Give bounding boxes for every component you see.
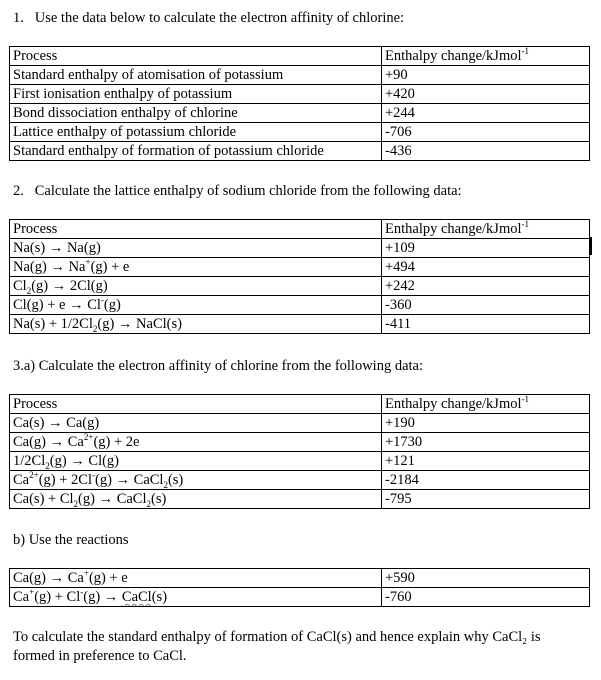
enthalpy-header: Enthalpy change/kJmol$^{-1}$ bbox=[382, 220, 590, 239]
value-cell: +109 bbox=[382, 239, 590, 258]
table-row bbox=[10, 471, 590, 490]
question-3b-heading: b) Use the reactions bbox=[13, 532, 129, 548]
table-row bbox=[10, 588, 590, 607]
table-header-row bbox=[10, 220, 590, 239]
value-cell: +494 bbox=[382, 258, 590, 277]
question-2-heading bbox=[13, 182, 462, 200]
table-row bbox=[10, 123, 590, 142]
question-2-text: Calculate the lattice enthalpy of sodium chloride from the following data: bbox=[34, 183, 462, 199]
table-row bbox=[10, 277, 590, 296]
value-cell: -795 bbox=[382, 490, 590, 509]
table-3a bbox=[9, 394, 590, 509]
process-cell: First ionisation enthalpy of potassium bbox=[10, 85, 382, 104]
value-cell: +121 bbox=[382, 452, 590, 471]
process-cell: Standard enthalpy of formation of potassium chloride bbox=[10, 142, 382, 161]
table-header-row bbox=[10, 395, 590, 414]
table-row bbox=[10, 452, 590, 471]
enthalpy-header: Enthalpy change/kJmol$^{-1}$ bbox=[382, 47, 590, 66]
value-cell: +90 bbox=[382, 66, 590, 85]
table-row bbox=[10, 142, 590, 161]
table-edge-mark bbox=[590, 237, 592, 255]
equation-cell: $Cl_2(g) \to 2Cl(g)$ bbox=[10, 277, 382, 296]
process-header: Process bbox=[10, 220, 382, 239]
table-row bbox=[10, 315, 590, 334]
question-3a-heading: 3.a) Calculate the electron affinity of chlorine from the following data: bbox=[13, 358, 424, 374]
equation-cell: Ca(g) → Ca+(g) + e bbox=[10, 569, 382, 588]
equation-cell: Na(s) → Na(g) bbox=[10, 239, 382, 258]
value-cell: +190 bbox=[382, 414, 590, 433]
value-cell: +244 bbox=[382, 104, 590, 123]
value-cell: +590 bbox=[382, 569, 590, 588]
table-row bbox=[10, 414, 590, 433]
value-cell: +242 bbox=[382, 277, 590, 296]
table-header-row bbox=[10, 47, 590, 66]
equation-cell: Cl(g) + e → Cl-(g) bbox=[10, 296, 382, 315]
table-row bbox=[10, 258, 590, 277]
value-cell: +1730 bbox=[382, 433, 590, 452]
question-1-heading bbox=[13, 9, 404, 27]
table-3b bbox=[9, 568, 590, 607]
value-cell: -436 bbox=[382, 142, 590, 161]
process-cell: Bond dissociation enthalpy of chlorine bbox=[10, 104, 382, 123]
process-header: Process bbox=[10, 47, 382, 66]
question-2-number: 2. bbox=[13, 183, 24, 199]
question-1-number: 1. bbox=[13, 10, 24, 26]
process-header: Process bbox=[10, 395, 382, 414]
value-cell: -2184 bbox=[382, 471, 590, 490]
value-cell: +420 bbox=[382, 85, 590, 104]
equation-cell: $Ca^{2+}(g) + 2Cl^-(g)$ → CaCl$_2$(s) bbox=[10, 471, 382, 490]
value-cell: -360 bbox=[382, 296, 590, 315]
equation-cell: $Ca(s) + Cl_2(g)$ → CaCl$_2$(s) bbox=[10, 490, 382, 509]
equation-cell: $Ca(g) \to Ca^{2+}(g) + 2e$ bbox=[10, 433, 382, 452]
table-row bbox=[10, 239, 590, 258]
question-3b-paragraph: To calculate the standard enthalpy of formation of CaCl(s) and hence explain why CaCl₂ is formed in preference to CaCl. bbox=[13, 629, 541, 664]
table-row bbox=[10, 296, 590, 315]
table-1 bbox=[9, 46, 590, 161]
value-cell: -760 bbox=[382, 588, 590, 607]
equation-cell: Ca+(g) + Cl-(g) → CaCl(s) bbox=[10, 588, 382, 607]
question-1-text: Use the data below to calculate the electron affinity of chlorine: bbox=[34, 10, 405, 26]
table-row bbox=[10, 66, 590, 85]
table-row bbox=[10, 569, 590, 588]
value-cell: -706 bbox=[382, 123, 590, 142]
equation-cell: Na(g) → Na+(g) + e bbox=[10, 258, 382, 277]
equation-cell: $1/2Cl_2(g) \to Cl(g)$ bbox=[10, 452, 382, 471]
value-cell: -411 bbox=[382, 315, 590, 334]
process-cell: Lattice enthalpy of potassium chloride bbox=[10, 123, 382, 142]
equation-cell: Ca(s) → Ca(g) bbox=[10, 414, 382, 433]
table-row bbox=[10, 104, 590, 123]
table-row bbox=[10, 490, 590, 509]
table-2 bbox=[9, 219, 590, 334]
table-row bbox=[10, 433, 590, 452]
enthalpy-header: Enthalpy change/kJmol$^{-1}$ bbox=[382, 395, 590, 414]
table-row bbox=[10, 85, 590, 104]
process-cell: Standard enthalpy of atomisation of potassium bbox=[10, 66, 382, 85]
equation-cell: $Na(s) + 1/2Cl_2(g)$ → NaCl(s) bbox=[10, 315, 382, 334]
